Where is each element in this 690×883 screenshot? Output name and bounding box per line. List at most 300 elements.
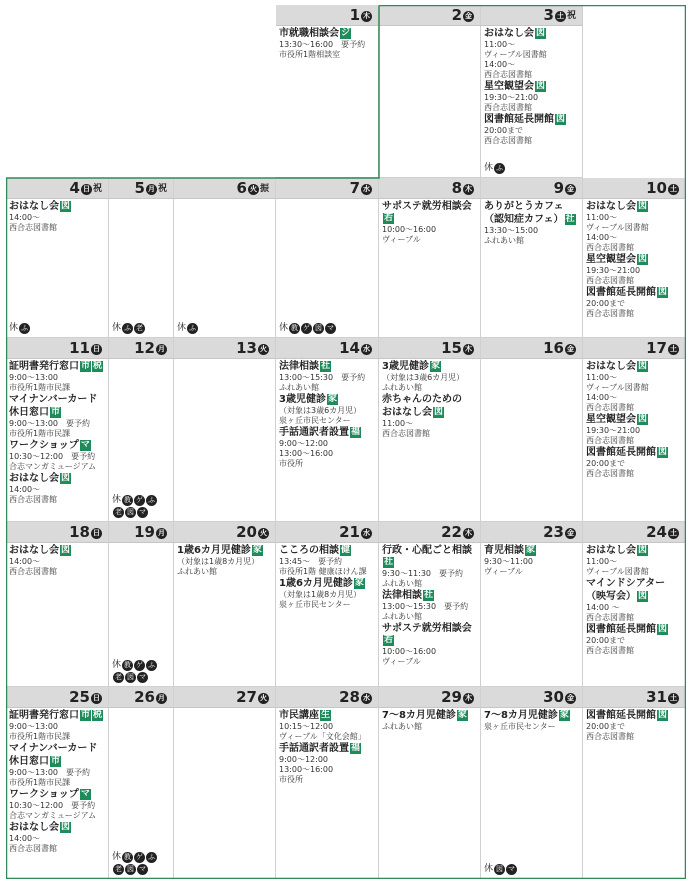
event-detail: 市役所: [279, 775, 303, 784]
event-title: [279, 578, 376, 590]
weekday-badge: 月: [158, 529, 165, 537]
event-title-text: 図書館延長開館: [586, 447, 656, 458]
event-item: [9, 361, 106, 393]
event-detail: 市役所1階相談室: [279, 50, 341, 59]
event-detail: 20:00まで: [484, 126, 524, 135]
day-events: [481, 543, 582, 577]
weekday-badge: 木: [363, 12, 370, 20]
day-events: [276, 708, 378, 785]
day-events: [174, 199, 275, 201]
event-detail: ふれあい館: [279, 383, 319, 392]
category-tag: 家: [457, 710, 467, 720]
weekday-badge: 土: [670, 345, 677, 353]
day-number: 9: [553, 179, 564, 197]
day-events: [583, 199, 685, 319]
weekday-badge: 金: [567, 694, 574, 702]
event-detail: 市役所: [279, 459, 303, 468]
event-item: [586, 254, 683, 286]
category-tag: 市: [51, 407, 61, 417]
event-title-text: 法律相談: [382, 590, 422, 601]
event-detail: 西合志図書館: [484, 136, 532, 145]
day-number: 16: [543, 339, 564, 357]
closed-facilities: [112, 851, 157, 875]
event-detail: 合志マンガミュージアム: [9, 811, 97, 820]
event-title: [484, 201, 580, 213]
event-detail: ふれあい館: [177, 567, 217, 576]
event-item: [279, 427, 376, 469]
event-title: [279, 28, 376, 40]
category-tag: 生: [321, 710, 331, 720]
event-detail: 13:30～16:00 要予約: [279, 40, 366, 49]
category-tag: 図: [61, 201, 71, 211]
event-detail: 10:00～16:00: [382, 647, 437, 656]
event-item: [9, 440, 106, 472]
event-title-text: おはなし会: [9, 473, 59, 484]
category-tag: 社: [321, 361, 331, 371]
event-title-text: ワークショップ: [9, 789, 79, 800]
event-detail: 13:00～15:30 要予約: [279, 373, 366, 382]
event-item: [484, 81, 580, 113]
day-cell-26: [109, 687, 174, 879]
weekday-badge: 水: [363, 185, 370, 193]
event-item: [382, 710, 478, 732]
event-title-text: サポステ就労相談会: [382, 623, 472, 634]
event-detail: 合志マンガミュージアム: [9, 462, 97, 471]
day-events: [583, 359, 685, 479]
weekday-badge: 木: [465, 345, 472, 353]
category-tag: 市: [81, 710, 91, 720]
event-title: [484, 545, 580, 557]
weekday-badge: 金: [567, 345, 574, 353]
event-item: [586, 545, 683, 577]
weekday-badge: 木: [465, 185, 472, 193]
event-detail: ふれあい館: [382, 612, 422, 621]
event-detail: 西合志図書館: [586, 732, 634, 741]
event-title-text: 休日窓口: [9, 407, 49, 418]
event-title: [586, 361, 683, 373]
event-detail: 20:00まで: [586, 459, 626, 468]
closed-facility-badge: 教: [291, 324, 299, 332]
event-title: [484, 114, 580, 126]
day-number: 17: [646, 339, 667, 357]
closed-facility-badge: 図: [315, 324, 323, 332]
event-detail: ヴィーブル: [382, 235, 421, 244]
day-cell-23: [481, 522, 583, 687]
event-item: [484, 214, 580, 246]
closed-facility-badge: 老: [136, 324, 144, 332]
event-detail: 10:30～12:00 要予約: [9, 452, 96, 461]
event-detail: 13:00～15:30 要予約: [382, 602, 469, 611]
closed-facility-badge: ふ: [124, 324, 132, 332]
weekday-badge: 火: [260, 529, 267, 537]
weekday-badge: 土: [670, 185, 677, 193]
event-title-text: 図書館延長開館: [484, 114, 554, 125]
event-title-text: 7～8カ月児健診: [382, 710, 456, 721]
category-tag: 図: [434, 407, 444, 417]
event-title-text: 市就職相談会: [279, 28, 339, 39]
closed-facility-badge: ふ: [21, 324, 29, 332]
event-title: [9, 710, 106, 722]
event-title: [382, 710, 478, 722]
event-item: [279, 578, 376, 610]
event-title-text: 手話通訳者設置: [279, 743, 349, 754]
day-header: [174, 178, 275, 199]
event-title-text: おはなし会: [586, 201, 636, 212]
event-detail: 西合志図書館: [484, 103, 532, 112]
category-tag: 健: [341, 545, 351, 555]
day-cell-10: [583, 178, 686, 338]
event-item: [279, 545, 376, 577]
holiday-mark: 振: [259, 184, 269, 194]
day-events: [481, 708, 582, 732]
category-tag: 福: [351, 743, 361, 753]
event-detail: 11:00～: [586, 373, 618, 382]
day-events: [379, 359, 480, 439]
category-tag: 市: [81, 361, 91, 371]
day-header: [174, 522, 275, 543]
event-title: [279, 743, 376, 755]
event-title-text: 図書館延長開館: [586, 624, 656, 635]
event-detail: 市役所1階市民課: [9, 732, 71, 741]
event-item: [279, 394, 376, 426]
day-events: [379, 199, 480, 245]
event-item: [9, 789, 106, 821]
event-item: [9, 545, 106, 577]
event-title: [9, 545, 106, 557]
category-tag: 図: [61, 545, 71, 555]
category-tag: 図: [638, 201, 648, 211]
event-detail: 11:00～: [586, 213, 618, 222]
day-cell-21: [276, 522, 379, 687]
event-title: [586, 710, 683, 722]
event-item: [382, 623, 478, 667]
day-cell-9: [481, 178, 583, 338]
event-title: [382, 590, 478, 602]
day-header: [379, 338, 480, 359]
event-detail: （対象は1歳8カ月児）: [177, 557, 260, 566]
event-item: [586, 201, 683, 253]
closed-facility-badge: 老: [115, 673, 122, 681]
day-cell-12: [109, 338, 174, 522]
event-item: [9, 473, 106, 505]
event-title: [586, 545, 683, 557]
day-number: 1: [349, 6, 360, 24]
event-title: [382, 201, 478, 225]
weekday-badge: 日: [93, 345, 100, 353]
event-detail: 20:00まで: [586, 722, 626, 731]
day-header: [379, 687, 480, 708]
closed-facilities: [484, 162, 505, 174]
category-tag: 家: [526, 545, 536, 555]
day-events: [276, 543, 378, 610]
day-cell-24: [583, 522, 686, 687]
event-title: [382, 545, 478, 569]
event-detail: 泉ヶ丘市民センター: [279, 600, 351, 609]
day-header: [583, 178, 685, 199]
category-tag: 図: [658, 710, 668, 720]
closed-facility-badge: 教: [124, 496, 132, 504]
event-item: [9, 710, 106, 742]
day-header: [481, 522, 582, 543]
event-item: [586, 578, 683, 590]
event-title-text: おはなし会: [9, 545, 59, 556]
weekday-badge: 火: [260, 694, 267, 702]
event-detail: 市役所1階市民課: [9, 429, 71, 438]
event-title-text: マインドシアター: [586, 578, 666, 589]
category-tag: 社: [424, 590, 434, 600]
event-title-text: 3歳児健診: [279, 394, 326, 405]
day-header: [379, 178, 480, 199]
event-detail: 西合志図書館: [9, 567, 57, 576]
event-item: [586, 710, 683, 742]
day-cell-11: [6, 338, 109, 522]
day-header: [276, 687, 378, 708]
event-title-text: おはなし会: [484, 28, 534, 39]
event-detail: 11:00～: [586, 557, 618, 566]
day-header: [6, 338, 108, 359]
closed-label: 休: [112, 495, 122, 505]
event-detail: （対象は3歳6カ月児）: [279, 406, 362, 415]
weekday-badge: 木: [465, 529, 472, 537]
event-detail: 13:00～16:00: [279, 449, 334, 458]
event-title-text: 休日窓口: [9, 756, 49, 767]
day-number: 22: [441, 523, 462, 541]
event-title: [586, 447, 683, 459]
day-number: 19: [134, 523, 155, 541]
event-detail: 西合志図書館: [586, 613, 634, 622]
event-item: [9, 743, 106, 755]
weekday-badge: 土: [556, 12, 564, 20]
day-events: [6, 199, 108, 233]
closed-facility-badge: ゲ: [136, 853, 144, 861]
day-number: 29: [441, 688, 462, 706]
category-tag: 若: [384, 213, 394, 223]
event-title-text: （映写会）: [586, 591, 636, 602]
event-title: [9, 394, 106, 406]
category-tag: 図: [658, 624, 668, 634]
event-item: [586, 591, 683, 623]
day-header: [276, 5, 378, 26]
event-title-text: 1歳6カ月児健診: [279, 578, 353, 589]
day-header: [583, 522, 685, 543]
day-events: [379, 708, 480, 732]
event-title-text: おはなし会: [586, 361, 636, 372]
day-cell-29: [379, 687, 481, 879]
day-cell-20: [174, 522, 276, 687]
event-detail: 14:00～: [586, 393, 618, 402]
calendar-grid: [6, 5, 686, 879]
event-detail: 14:00～: [586, 233, 618, 242]
weekday-badge: 日: [82, 185, 90, 193]
event-title: [586, 624, 683, 636]
weekday-badge: 金: [567, 185, 574, 193]
day-cell-18: [6, 522, 109, 687]
event-title-text: 図書館延長開館: [586, 710, 656, 721]
event-title-text: マイナンバーカード: [9, 743, 98, 754]
day-number: 26: [134, 688, 155, 706]
day-events: [6, 543, 108, 577]
day-cell-16: [481, 338, 583, 522]
event-item: [279, 743, 376, 785]
day-number: 28: [339, 688, 360, 706]
event-title: [484, 710, 580, 722]
weekday-badge: 金: [567, 529, 574, 537]
event-item: [382, 407, 478, 439]
category-tag: ジ: [341, 28, 351, 38]
day-header: [583, 338, 685, 359]
day-events: [276, 199, 378, 201]
weekday-badge: 水: [363, 694, 370, 702]
event-title: [382, 623, 478, 647]
day-events: [379, 543, 480, 667]
day-events: [583, 543, 685, 656]
event-item: [382, 361, 478, 393]
day-number: 18: [69, 523, 90, 541]
closed-facility-badge: 図: [127, 673, 134, 681]
event-item: [279, 710, 376, 742]
day-cell-30: [481, 687, 583, 879]
event-detail: ヴィーブル図書館: [484, 50, 547, 59]
closed-label: 休: [484, 864, 494, 874]
event-title: [586, 591, 683, 603]
event-detail: 10:30～12:00 要予約: [9, 801, 96, 810]
event-item: [586, 624, 683, 656]
closed-facility-badge: 図: [127, 508, 134, 516]
event-title-text: 育児相談: [484, 545, 524, 556]
event-detail: （対象は1歳8カ月児）: [279, 590, 362, 599]
day-events: [109, 199, 173, 201]
day-number: 20: [236, 523, 257, 541]
day-cell-6: [174, 178, 276, 338]
closed-facility-badge: マ: [139, 865, 146, 873]
day-cell-1: [276, 5, 379, 178]
event-detail: ふれあい館: [382, 722, 422, 731]
event-detail: 9:00～12:00: [279, 755, 329, 764]
day-header: [276, 522, 378, 543]
event-title: [9, 361, 106, 373]
event-detail: 西合志図書館: [586, 309, 634, 318]
category-tag: 図: [61, 822, 71, 832]
event-title: [9, 201, 106, 213]
event-title-text: 行政・心配ごと相談: [382, 545, 472, 556]
event-detail: ヴィーブル図書館: [586, 223, 649, 232]
event-title: [9, 789, 106, 801]
closed-label: 休: [112, 852, 122, 862]
day-header: [481, 178, 582, 199]
event-title: [484, 214, 580, 226]
event-title-text: 星空観望会: [586, 254, 636, 265]
day-number: 21: [339, 523, 360, 541]
day-cell-22: [379, 522, 481, 687]
closed-facilities: [279, 322, 336, 334]
event-title-text: 証明書発行窓口: [9, 361, 79, 372]
event-detail: 9:30～11:30 要予約: [382, 569, 464, 578]
category-tag: 家: [252, 545, 262, 555]
weekday-badge: 月: [158, 694, 165, 702]
closed-facility-badge: 老: [115, 865, 122, 873]
event-detail: 14:00～: [9, 213, 41, 222]
weekday-badge: 土: [670, 529, 677, 537]
day-number: 23: [543, 523, 564, 541]
day-header: [6, 522, 108, 543]
closed-facility-badge: ふ: [148, 496, 156, 504]
day-number: 27: [236, 688, 257, 706]
event-detail: 20:00まで: [586, 636, 626, 645]
category-tag: 図: [658, 447, 668, 457]
weekday-badge: 月: [147, 185, 155, 193]
day-number: 3: [543, 6, 554, 24]
closed-facilities: [177, 322, 198, 334]
event-item: [586, 414, 683, 446]
event-detail: 9:00～12:00: [279, 439, 329, 448]
event-detail: 14:00～: [9, 485, 41, 494]
event-title: [484, 81, 580, 93]
event-title: [177, 545, 273, 557]
event-title-text: （認知症カフェ）: [484, 214, 564, 225]
day-header: [481, 5, 582, 26]
category-tag: マ: [80, 440, 90, 450]
day-number: 13: [236, 339, 257, 357]
event-detail: ふれあい館: [382, 383, 422, 392]
event-title: [484, 28, 580, 40]
event-title-text: ありがとうカフェ: [484, 201, 564, 212]
event-detail: 14:00～: [9, 834, 41, 843]
day-number: 11: [69, 339, 90, 357]
weekday-badge: 日: [93, 529, 100, 537]
category-tag: 家: [430, 361, 440, 371]
holiday-mark: 祝: [157, 184, 167, 194]
day-events: [481, 199, 582, 246]
category-tag: 図: [638, 414, 648, 424]
day-number: 2: [451, 6, 462, 24]
day-header: [174, 338, 275, 359]
event-detail: 9:30～11:00: [484, 557, 534, 566]
event-item: [484, 710, 580, 732]
day-header: [481, 687, 582, 708]
weekday-badge: 月: [158, 345, 165, 353]
event-item: [9, 394, 106, 406]
category-tag: 家: [559, 710, 569, 720]
event-title-text: こころの相談: [279, 545, 339, 556]
event-title: [279, 545, 376, 557]
event-item: [177, 545, 273, 577]
day-events: [174, 359, 275, 361]
event-detail: ヴィーブル図書館: [586, 567, 649, 576]
day-cell-15: [379, 338, 481, 522]
closed-facility-badge: 老: [115, 508, 122, 516]
event-item: [9, 756, 106, 788]
closed-label: 休: [484, 163, 494, 173]
category-tag: 市: [51, 756, 61, 766]
day-header: [174, 687, 275, 708]
day-header: [276, 178, 378, 199]
weekday-badge: 土: [670, 694, 677, 702]
category-tag: 社: [565, 214, 575, 224]
closed-label: 休: [112, 660, 122, 670]
event-detail: 11:00～: [484, 40, 516, 49]
closed-facility-badge: 教: [124, 661, 132, 669]
day-events: [109, 359, 173, 361]
category-tag: 図: [638, 545, 648, 555]
day-events: [583, 708, 685, 742]
holiday-mark: 祝: [566, 11, 576, 21]
event-detail: 10:00～16:00: [382, 225, 437, 234]
event-title-text: 星空観望会: [484, 81, 534, 92]
event-detail: 10:15～12:00: [279, 722, 334, 731]
day-header: [583, 687, 685, 708]
event-title-text: おはなし会: [586, 545, 636, 556]
event-title: [586, 414, 683, 426]
